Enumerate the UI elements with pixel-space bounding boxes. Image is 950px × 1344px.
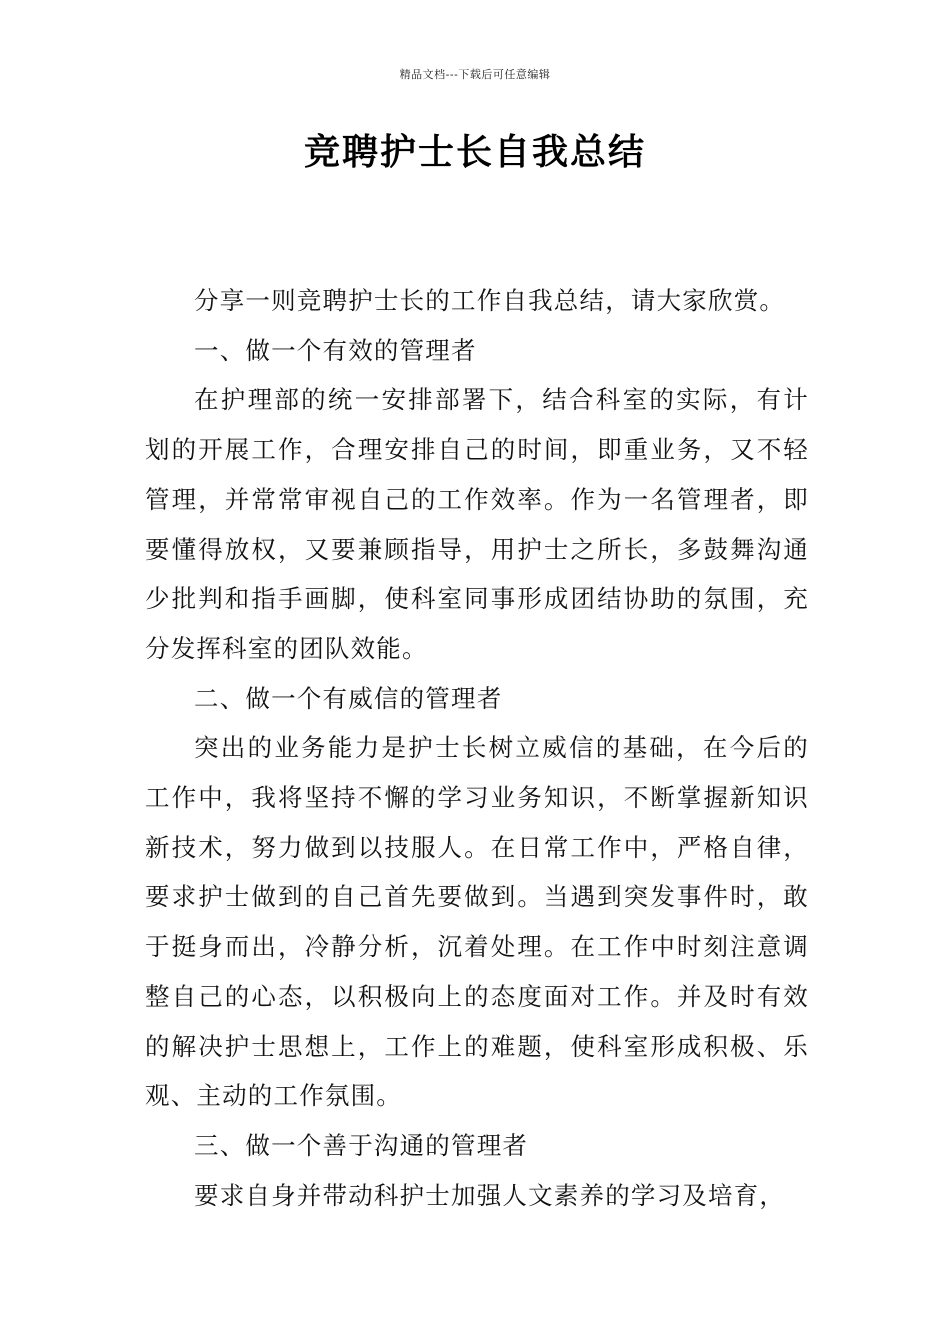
document-title: 竞聘护士长自我总结: [303, 132, 646, 173]
section-heading-3: 三、做一个善于沟通的管理者: [194, 1130, 529, 1160]
section-heading-2: 二、做一个有威信的管理者: [194, 683, 503, 713]
intro-paragraph: 分享一则竞聘护士长的工作自我总结，请大家欣赏。: [194, 286, 786, 315]
section-paragraph-2: 突出的业务能力是护士长树立威信的基础，在今后的工作中，我将坚持不懈的学习业务知识，不断掌握新知识新技术，努力做到以技服人。在日常工作中，严格自律，要求护士做到的自己首先要做到。当遇到突发事件时，敢于挺身而出，冷静分析，沉着处理。在工作中时刻注意调整自己的心态，以积极向上的态度面对工作。并及时有效的解决护士思想上，工作上的难题，使科室形成积极、乐观、主动的工作氛围。: [145, 733, 809, 1111]
header-note: 精品文档---下载后可任意编辑: [399, 68, 551, 81]
document-body: [145, 276, 809, 1220]
section-heading-1: 一、做一个有效的管理者: [194, 335, 477, 365]
section-paragraph-1: 在护理部的统一安排部署下，结合科室的实际，有计划的开展工作，合理安排自己的时间，即重业务，又不轻管理，并常常审视自己的工作效率。作为一名管理者，即要懂得放权，又要兼顾指导，用护士之所长，多鼓舞沟通少批判和指手画脚，使科室同事形成团结协助的氛围，充分发挥科室的团队效能。: [145, 385, 809, 663]
section-paragraph-3: 要求自身并带动科护士加强人文素养的学习及培育，: [194, 1180, 786, 1210]
